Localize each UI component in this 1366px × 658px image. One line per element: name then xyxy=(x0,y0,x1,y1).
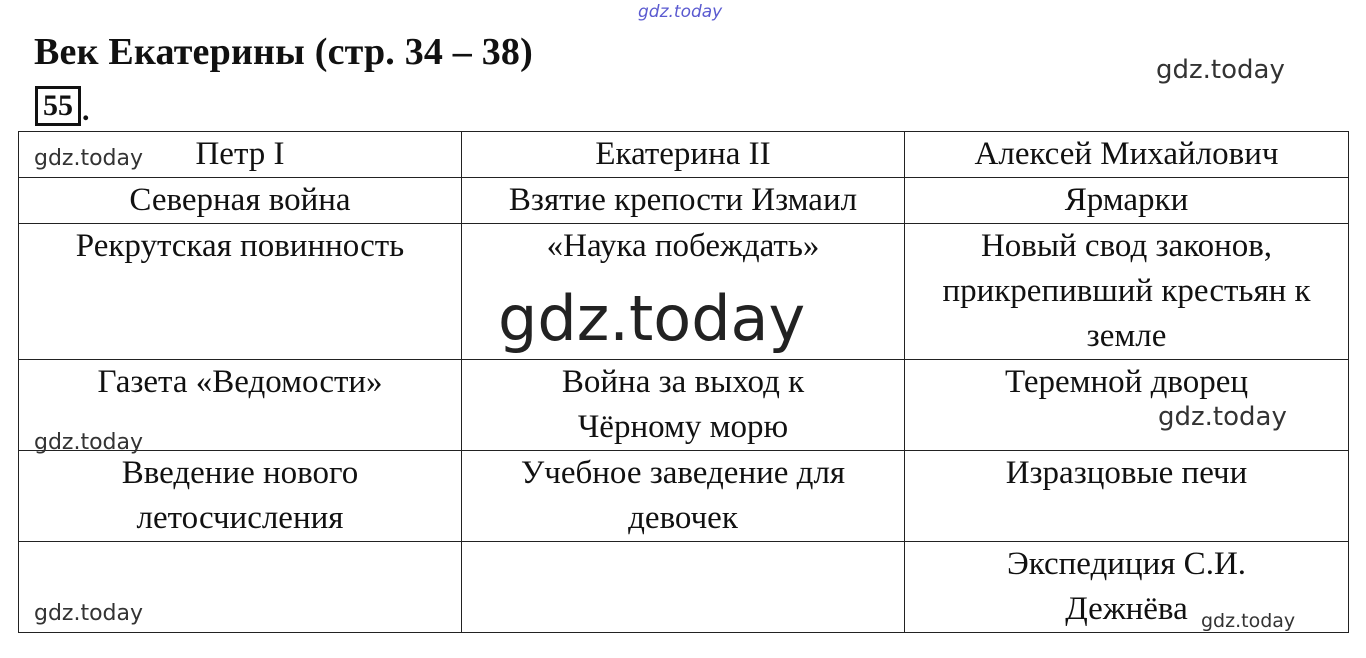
answer-table xyxy=(18,131,1349,633)
table-cell: Ярмарки xyxy=(905,178,1349,224)
watermark-right-mid: gdz.today xyxy=(1158,402,1287,432)
watermark-center: gdz.today xyxy=(498,282,806,355)
watermark-left-mid: gdz.today xyxy=(34,430,144,455)
table-row xyxy=(19,178,1349,224)
table-cell: Рекрутская повинность xyxy=(19,224,462,360)
table-cell: Теремной дворец xyxy=(905,360,1349,451)
table-cell: Екатерина II xyxy=(462,132,905,178)
watermark-top: gdz.today xyxy=(638,2,723,22)
table-row xyxy=(19,360,1349,451)
table-row xyxy=(19,542,1349,633)
watermark-left-bottom: gdz.today xyxy=(34,601,144,626)
table-cell: Война за выход к Чёрному морю xyxy=(462,360,905,451)
task-number-box: 55 xyxy=(35,86,81,126)
watermark-cell-header: gdz.today xyxy=(34,146,144,171)
table-cell: Алексей Михайлович xyxy=(905,132,1349,178)
table-cell: Учебное заведение для девочек xyxy=(462,451,905,542)
task-number xyxy=(35,88,90,126)
table-cell xyxy=(462,542,905,633)
table-cell: Экспедиция С.И. Дежнёва xyxy=(905,542,1349,633)
table-cell: Петр I xyxy=(19,132,462,178)
table-header-row xyxy=(19,132,1349,178)
table-cell: Новый свод законов, прикрепивший крестьян к земле xyxy=(905,224,1349,360)
table-cell: Взятие крепости Измаил xyxy=(462,178,905,224)
table-cell: Введение нового летосчисления xyxy=(19,451,462,542)
table-cell: «Наука побеждать» xyxy=(462,224,905,360)
task-number-dot: . xyxy=(82,94,90,127)
page-title: Век Екатерины (стр. 34 – 38) xyxy=(34,31,533,73)
table-row xyxy=(19,451,1349,542)
watermark-right-top: gdz.today xyxy=(1156,55,1285,85)
table-cell: Изразцовые печи xyxy=(905,451,1349,542)
watermark-right-bottom: gdz.today xyxy=(1201,610,1296,632)
table-cell: Газета «Ведомости» xyxy=(19,360,462,451)
table-cell: Северная война xyxy=(19,178,462,224)
